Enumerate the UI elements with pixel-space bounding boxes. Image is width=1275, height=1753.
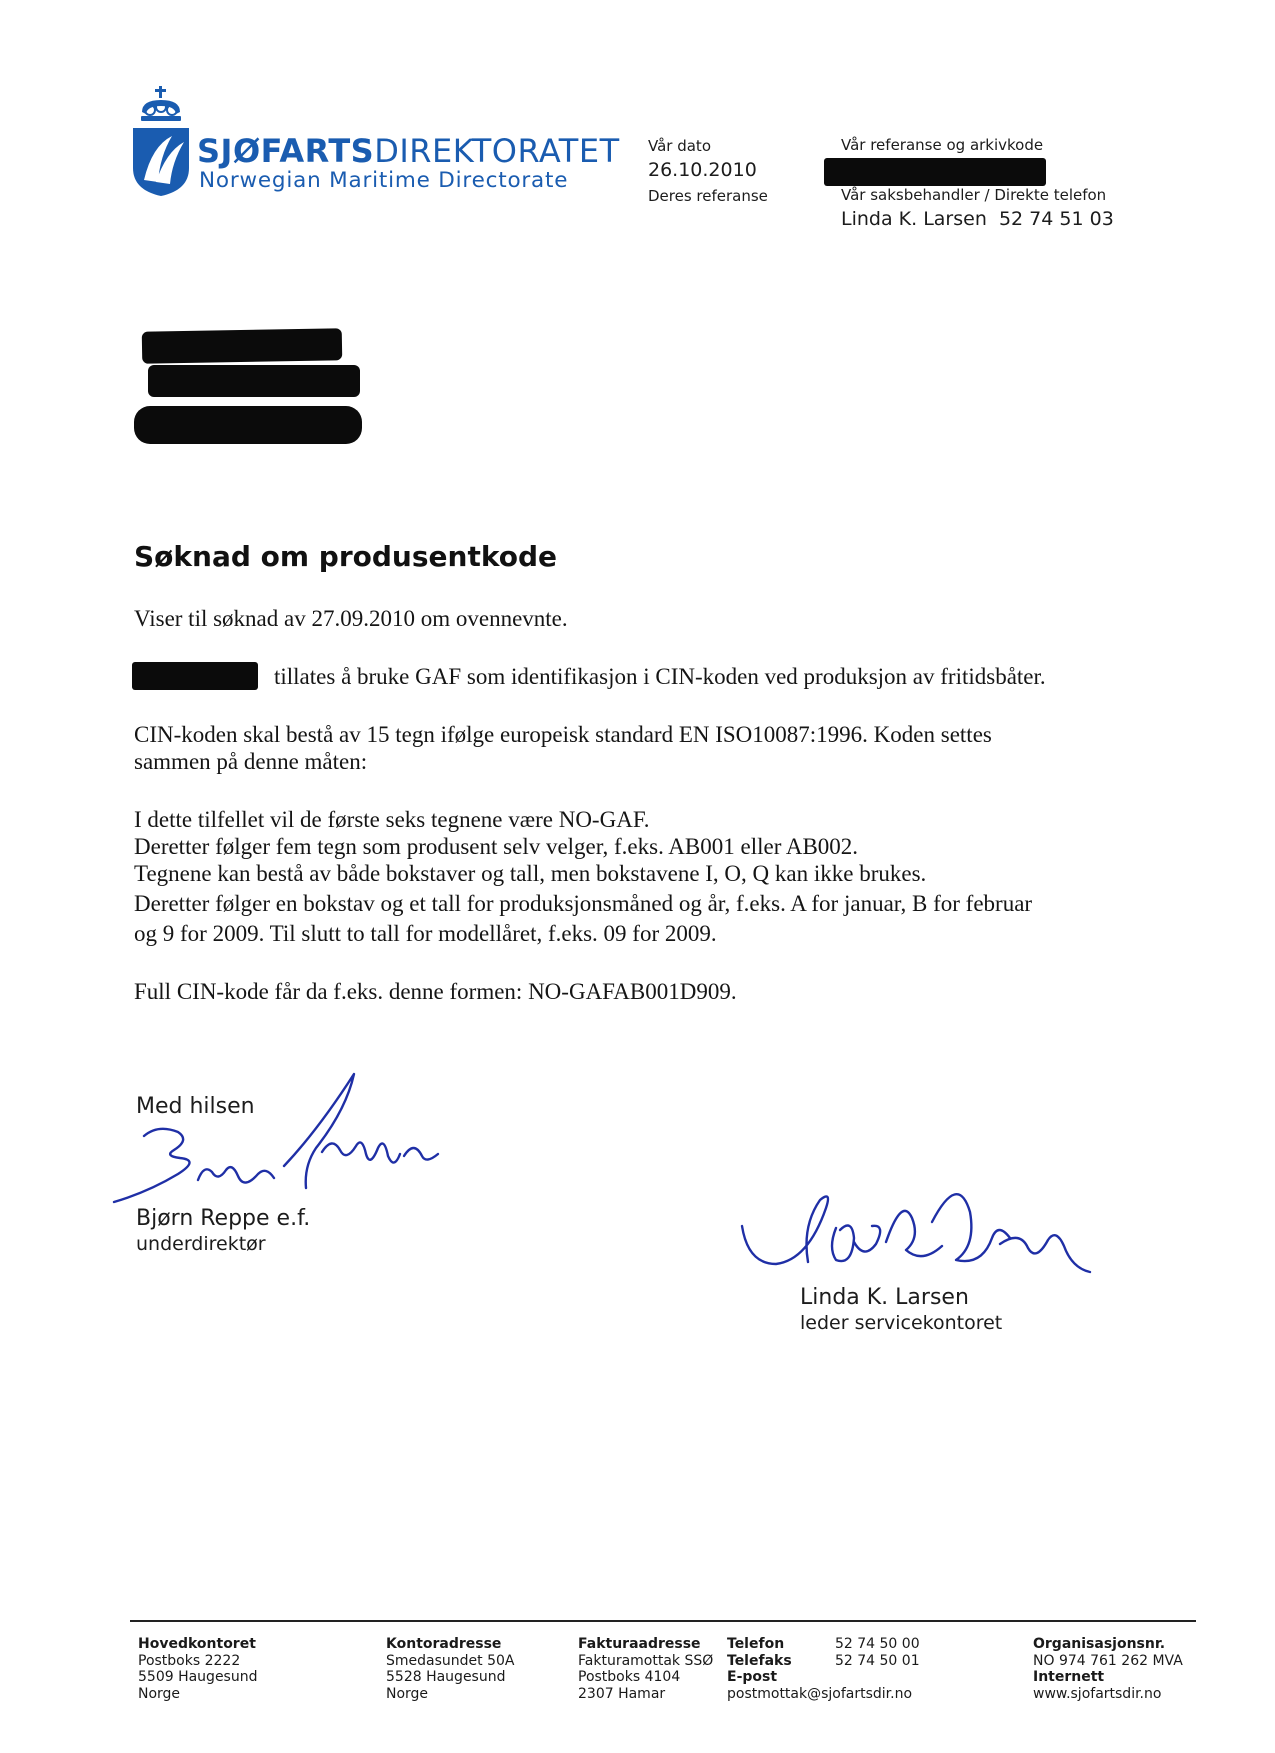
footer-col3-line-3: 2307 Hamar: [578, 1685, 666, 1702]
redacted-address-line-2: [148, 365, 360, 397]
redacted-company-name: [132, 662, 258, 690]
signature-linda-larsen-icon: [736, 1168, 1096, 1288]
signer-2-name: Linda K. Larsen: [800, 1285, 969, 1310]
signer-1-title: underdirektør: [136, 1233, 266, 1255]
footer-col-contact-numbers: [835, 1636, 920, 1669]
saksbehandler: [841, 208, 1114, 230]
footer-epost-label: E-post: [727, 1669, 778, 1685]
footer-telefaks: 52 74 50 01: [835, 1652, 920, 1669]
footer-col2-line-2: 5528 Haugesund: [386, 1669, 506, 1685]
var-dato: 26.10.2010: [648, 159, 757, 181]
footer-col3-title: Fakturaadresse: [578, 1636, 701, 1652]
org-name: [197, 134, 620, 168]
signer-2-title: leder servicekontoret: [800, 1312, 1003, 1334]
footer-orgnr: NO 974 761 262 MVA: [1033, 1652, 1183, 1669]
footer-col1-line-3: Norge: [138, 1685, 181, 1702]
letter-paragraph-3-line-1: CIN-koden skal bestå av 15 tegn ifølge europeisk standard EN ISO10087:1996. Koden settes: [134, 722, 992, 747]
letter-paragraph-4-line-2: Deretter følger fem tegn som produsent selv velger, f.eks. AB001 eller AB002.: [134, 834, 859, 859]
letter-paragraph-1: Viser til søknad av 27.09.2010 om ovennevnte.: [134, 606, 568, 631]
letter-paragraph-4-line-3: Tegnene kan bestå av både bokstaver og tall, men bokstavene I, O, Q kan ikke brukes.: [134, 861, 927, 886]
letter-paragraph-4-line-5: og 9 for 2009. Til slutt to tall for modellåret, f.eks. 09 for 2009.: [134, 921, 717, 946]
var-dato-label: Vår dato: [648, 137, 711, 155]
letter-paragraph-3-line-2: sammen på denne måten:: [134, 749, 368, 774]
letter-paragraph-5: Full CIN-kode får da f.eks. denne formen: NO-GAFAB001D909.: [134, 979, 737, 1004]
org-name-light: DIREKTORATET: [374, 132, 620, 170]
letter-paragraph-2: tillates å bruke GAF som identifikasjon i CIN-koden ved produksjon av fritidsbåter.: [274, 664, 1046, 689]
redacted-reference: [824, 158, 1046, 186]
footer-internett-label: Internett: [1033, 1669, 1105, 1685]
var-referanse-label: Vår referanse og arkivkode: [841, 136, 1044, 154]
closing-greeting: Med hilsen: [136, 1094, 255, 1119]
redacted-address-line-1: [142, 328, 343, 363]
footer-col2-line-1: Smedasundet 50A: [386, 1652, 515, 1669]
footer-epost[interactable]: postmottak@sjofartsdir.no: [727, 1685, 913, 1702]
footer-col1-line-2: 5509 Haugesund: [138, 1669, 258, 1685]
footer-telefon-label: Telefon: [727, 1636, 785, 1652]
footer-col1-title: Hovedkontoret: [138, 1636, 256, 1652]
letter-paragraph-4-line-1: I dette tilfellet vil de første seks tegnene være NO-GAF.: [134, 807, 650, 832]
footer-col-hovedkontoret: [138, 1636, 258, 1702]
footer-col-organisasjon: [1033, 1636, 1183, 1702]
footer-col-fakturaadresse: [578, 1636, 713, 1702]
redacted-address-line-3: [134, 406, 362, 444]
footer-col1-line-1: Postboks 2222: [138, 1652, 241, 1669]
saksbehandler-label: Vår saksbehandler / Direkte telefon: [841, 186, 1107, 204]
org-name-english: Norwegian Maritime Directorate: [199, 168, 569, 193]
letter-subject: Søknad om produsentkode: [134, 540, 557, 573]
directorate-logo-icon: [130, 86, 192, 198]
signer-1-name: Bjørn Reppe e.f.: [136, 1206, 311, 1231]
org-name-bold: SJØFARTS: [197, 132, 375, 170]
footer-col3-line-1: Fakturamottak SSØ: [578, 1652, 714, 1669]
footer-orgnr-label: Organisasjonsnr.: [1033, 1636, 1166, 1652]
footer-telefaks-label: Telefaks: [727, 1652, 792, 1669]
footer-col2-title: Kontoradresse: [386, 1636, 502, 1652]
deres-referanse-label: Deres referanse: [648, 187, 768, 205]
footer-telefon: 52 74 50 00: [835, 1636, 920, 1652]
footer-internett[interactable]: www.sjofartsdir.no: [1033, 1685, 1162, 1702]
letter-paragraph-4-line-4: Deretter følger en bokstav og et tall for produksjonsmåned og år, f.eks. A for januar, B for februar: [134, 891, 1033, 916]
footer-col-kontoradresse: [386, 1636, 514, 1702]
footer-col2-line-3: Norge: [386, 1685, 429, 1702]
footer-divider: [130, 1620, 1196, 1622]
saksbehandler-phone: 52 74 51 03: [998, 208, 1114, 230]
saksbehandler-name: Linda K. Larsen: [841, 208, 987, 230]
footer-col3-line-2: Postboks 4104: [578, 1669, 681, 1685]
signature-bjorn-reppe-icon: [108, 1070, 448, 1210]
